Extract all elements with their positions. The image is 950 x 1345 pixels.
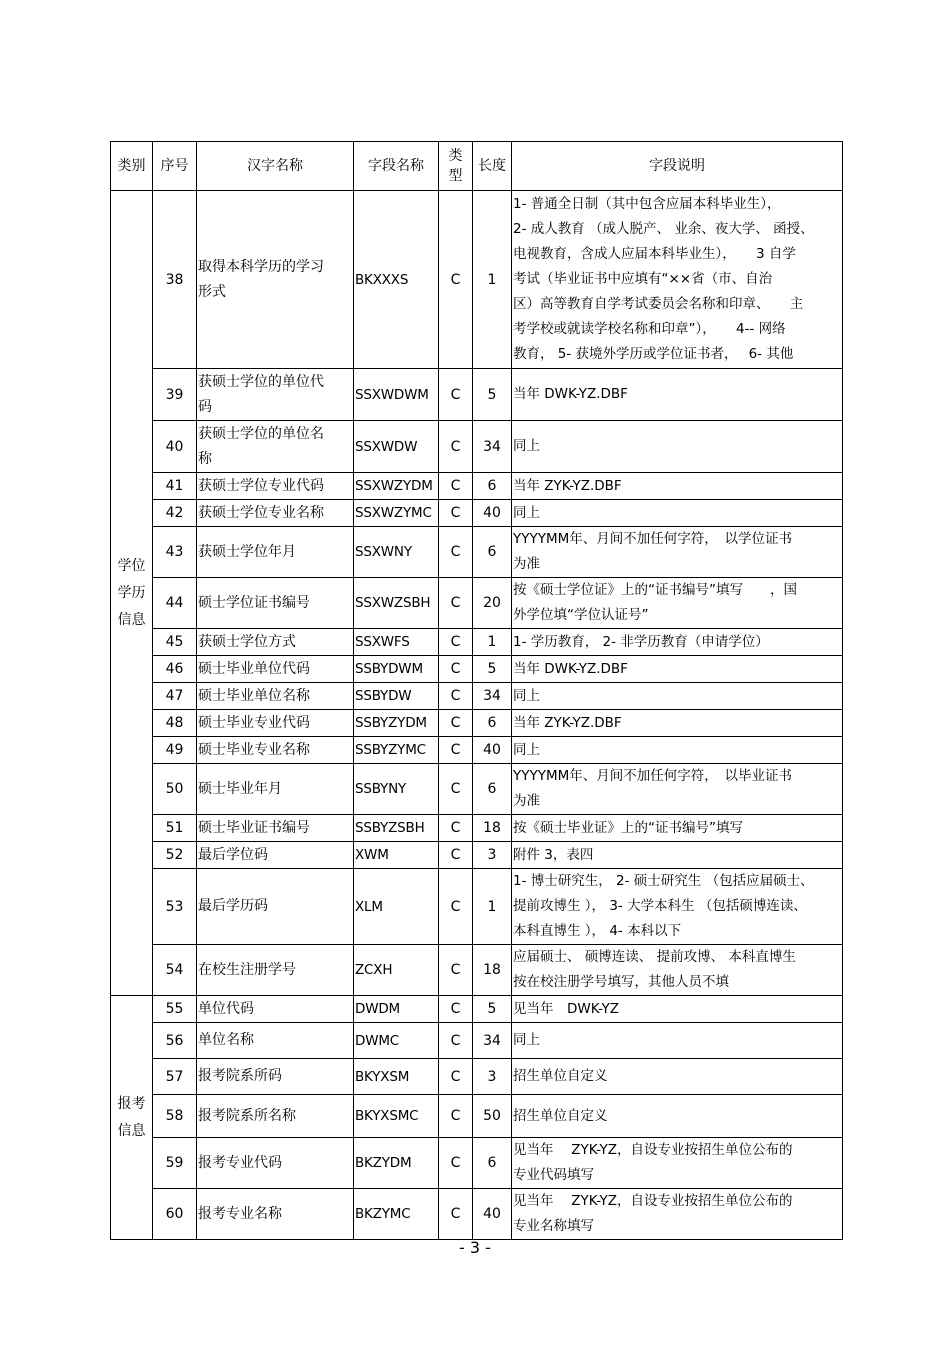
field-name-cell: XWM (354, 842, 439, 869)
type-cell: C (439, 815, 473, 842)
field-name-cell: SSXWDW (354, 421, 439, 473)
length-cell: 5 (473, 369, 512, 421)
description-cell: 附件 3，表四 (512, 842, 843, 869)
field-name-cell: SSBYDWM (354, 656, 439, 683)
cn-name-cell: 硕士毕业证书编号 (197, 815, 354, 842)
field-name-cell: SSXWZYMC (354, 500, 439, 527)
length-cell: 1 (473, 629, 512, 656)
type-cell: C (439, 578, 473, 629)
type-cell: C (439, 1189, 473, 1240)
table-row (111, 764, 843, 815)
table-row (111, 421, 843, 473)
cn-name-cell: 获硕士学位专业名称 (197, 500, 354, 527)
field-name-cell: SSBYNY (354, 764, 439, 815)
description-cell: 同上 (512, 1023, 843, 1059)
header-description: 字段说明 (512, 142, 843, 191)
length-cell: 34 (473, 1023, 512, 1059)
cn-name-cell: 获硕士学位年月 (197, 527, 354, 578)
description-cell: 1- 学历教育， 2- 非学历教育（申请学位） (512, 629, 843, 656)
seq-cell: 56 (153, 1023, 197, 1059)
table-row (111, 629, 843, 656)
page-number: - 3 - (459, 1238, 491, 1257)
field-name-cell: BKXXXS (354, 191, 439, 369)
table-row (111, 1138, 843, 1189)
description-cell: 招生单位自定义 (512, 1095, 843, 1138)
seq-cell: 47 (153, 683, 197, 710)
description-cell: 按《硕士毕业证》上的“证书编号”填写 (512, 815, 843, 842)
field-name-cell: SSXWZYDM (354, 473, 439, 500)
cn-name-cell: 报考专业名称 (197, 1189, 354, 1240)
table-row (111, 842, 843, 869)
type-cell: C (439, 996, 473, 1023)
seq-cell: 53 (153, 869, 197, 945)
cn-name-cell: 报考专业代码 (197, 1138, 354, 1189)
description-cell: 按《硕士学位证》上的“证书编号”填写 ，国 外学位填“学位认证号” (512, 578, 843, 629)
seq-cell: 60 (153, 1189, 197, 1240)
description-cell: 见当年 DWK-YZ (512, 996, 843, 1023)
description-cell: YYYYMM年、月间不加任何字符， 以学位证书 为准 (512, 527, 843, 578)
table-row (111, 473, 843, 500)
type-cell: C (439, 842, 473, 869)
length-cell: 6 (473, 473, 512, 500)
cn-name-cell: 硕士毕业专业代码 (197, 710, 354, 737)
cn-name-cell: 最后学位码 (197, 842, 354, 869)
header-row (111, 142, 843, 191)
seq-cell: 43 (153, 527, 197, 578)
description-cell: 当年 ZYK-YZ.DBF (512, 710, 843, 737)
table-row (111, 656, 843, 683)
description-cell: 当年 ZYK-YZ.DBF (512, 473, 843, 500)
header-field-name: 字段名称 (354, 142, 439, 191)
description-cell: 见当年 ZYK-YZ，自设专业按招生单位公布的 专业代码填写 (512, 1138, 843, 1189)
field-name-cell: SSBYZSBH (354, 815, 439, 842)
header-category: 类别 (111, 142, 153, 191)
length-cell: 40 (473, 1189, 512, 1240)
table-row (111, 527, 843, 578)
table-row (111, 815, 843, 842)
length-cell: 5 (473, 996, 512, 1023)
type-cell: C (439, 1059, 473, 1095)
table-row (111, 737, 843, 764)
length-cell: 18 (473, 815, 512, 842)
table-row (111, 1095, 843, 1138)
field-name-cell: SSBYZYMC (354, 737, 439, 764)
header-type: 类 型 (439, 142, 473, 191)
category-cell: 报考 信息 (111, 996, 153, 1240)
cn-name-cell: 报考院系所码 (197, 1059, 354, 1095)
field-name-cell: BKZYDM (354, 1138, 439, 1189)
length-cell: 40 (473, 737, 512, 764)
field-name-cell: SSBYDW (354, 683, 439, 710)
seq-cell: 58 (153, 1095, 197, 1138)
type-cell: C (439, 527, 473, 578)
cn-name-cell: 获硕士学位方式 (197, 629, 354, 656)
seq-cell: 54 (153, 945, 197, 996)
seq-cell: 38 (153, 191, 197, 369)
table-row (111, 996, 843, 1023)
cn-name-cell: 报考院系所名称 (197, 1095, 354, 1138)
seq-cell: 41 (153, 473, 197, 500)
length-cell: 40 (473, 500, 512, 527)
field-name-cell: SSXWNY (354, 527, 439, 578)
length-cell: 20 (473, 578, 512, 629)
cn-name-cell: 取得本科学历的学习 形式 (197, 191, 354, 369)
field-spec-table (110, 141, 843, 1240)
type-cell: C (439, 473, 473, 500)
cn-name-cell: 获硕士学位专业代码 (197, 473, 354, 500)
cn-name-cell: 硕士学位证书编号 (197, 578, 354, 629)
type-cell: C (439, 1023, 473, 1059)
seq-cell: 45 (153, 629, 197, 656)
seq-cell: 42 (153, 500, 197, 527)
cn-name-cell: 单位代码 (197, 996, 354, 1023)
type-cell: C (439, 1095, 473, 1138)
cn-name-cell: 单位名称 (197, 1023, 354, 1059)
type-cell: C (439, 764, 473, 815)
length-cell: 6 (473, 527, 512, 578)
field-name-cell: DWMC (354, 1023, 439, 1059)
seq-cell: 48 (153, 710, 197, 737)
description-cell: 当年 DWK-YZ.DBF (512, 656, 843, 683)
table-row (111, 1059, 843, 1095)
length-cell: 3 (473, 842, 512, 869)
seq-cell: 51 (153, 815, 197, 842)
description-cell: 当年 DWK-YZ.DBF (512, 369, 843, 421)
field-name-cell: BKYXSM (354, 1059, 439, 1095)
type-cell: C (439, 191, 473, 369)
cn-name-cell: 硕士毕业单位名称 (197, 683, 354, 710)
field-name-cell: SSXWDWM (354, 369, 439, 421)
field-name-cell: SSXWZSBH (354, 578, 439, 629)
description-cell: 同上 (512, 421, 843, 473)
length-cell: 6 (473, 710, 512, 737)
header-seq: 序号 (153, 142, 197, 191)
description-cell: 见当年 ZYK-YZ，自设专业按招生单位公布的 专业名称填写 (512, 1189, 843, 1240)
table-row (111, 578, 843, 629)
cn-name-cell: 硕士毕业年月 (197, 764, 354, 815)
description-cell: 1- 博士研究生， 2- 硕士研究生 （包括应届硕士、 提前攻博生 ）， 3- 大学本科生 （包括硕博连读、 本科直博生 ）， 4- 本科以下 (512, 869, 843, 945)
type-cell: C (439, 683, 473, 710)
table-row (111, 369, 843, 421)
description-cell: 1- 普通全日制（其中包含应届本科毕业生）， 2- 成人教育 （成人脱产、 业余、夜大学、 函授、 电视教育，含成人应届本科毕业生）， 3 自学 考试（毕业证书中应填有“××省（市、自治 区）高等教育自学考试委员会名称和印章、 主 考学校或就读学校名称和印章”）， 4-- 网络 教育， 5- 获境外学历或学位证书者， 6- 其他 (512, 191, 843, 369)
type-cell: C (439, 945, 473, 996)
cn-name-cell: 最后学历码 (197, 869, 354, 945)
type-cell: C (439, 629, 473, 656)
length-cell: 34 (473, 683, 512, 710)
length-cell: 6 (473, 1138, 512, 1189)
length-cell: 34 (473, 421, 512, 473)
table-row (111, 1189, 843, 1240)
type-cell: C (439, 869, 473, 945)
header-cn-name: 汉字名称 (197, 142, 354, 191)
length-cell: 1 (473, 191, 512, 369)
description-cell: YYYYMM年、月间不加任何字符， 以毕业证书 为准 (512, 764, 843, 815)
type-cell: C (439, 369, 473, 421)
table-row (111, 683, 843, 710)
length-cell: 6 (473, 764, 512, 815)
table-row (111, 710, 843, 737)
cn-name-cell: 硕士毕业单位代码 (197, 656, 354, 683)
length-cell: 50 (473, 1095, 512, 1138)
table-row (111, 500, 843, 527)
length-cell: 1 (473, 869, 512, 945)
cn-name-cell: 在校生注册学号 (197, 945, 354, 996)
field-name-cell: DWDM (354, 996, 439, 1023)
seq-cell: 57 (153, 1059, 197, 1095)
seq-cell: 46 (153, 656, 197, 683)
seq-cell: 40 (153, 421, 197, 473)
table-row (111, 191, 843, 369)
table-row (111, 945, 843, 996)
type-cell: C (439, 421, 473, 473)
description-cell: 同上 (512, 737, 843, 764)
seq-cell: 52 (153, 842, 197, 869)
type-cell: C (439, 737, 473, 764)
seq-cell: 44 (153, 578, 197, 629)
description-cell: 招生单位自定义 (512, 1059, 843, 1095)
table-row (111, 869, 843, 945)
table-row (111, 1023, 843, 1059)
length-cell: 18 (473, 945, 512, 996)
seq-cell: 50 (153, 764, 197, 815)
seq-cell: 55 (153, 996, 197, 1023)
type-cell: C (439, 1138, 473, 1189)
cn-name-cell: 获硕士学位的单位代 码 (197, 369, 354, 421)
cn-name-cell: 硕士毕业专业名称 (197, 737, 354, 764)
description-cell: 同上 (512, 683, 843, 710)
field-name-cell: SSBYZYDM (354, 710, 439, 737)
field-name-cell: ZCXH (354, 945, 439, 996)
field-name-cell: SSXWFS (354, 629, 439, 656)
field-name-cell: XLM (354, 869, 439, 945)
length-cell: 5 (473, 656, 512, 683)
category-cell: 学位 学历 信息 (111, 191, 153, 996)
description-cell: 应届硕士、 硕博连读、 提前攻博、 本科直博生 按在校注册学号填写，其他人员不填 (512, 945, 843, 996)
description-cell: 同上 (512, 500, 843, 527)
type-cell: C (439, 500, 473, 527)
header-length: 长度 (473, 142, 512, 191)
seq-cell: 59 (153, 1138, 197, 1189)
type-cell: C (439, 656, 473, 683)
cn-name-cell: 获硕士学位的单位名 称 (197, 421, 354, 473)
length-cell: 3 (473, 1059, 512, 1095)
field-name-cell: BKZYMC (354, 1189, 439, 1240)
seq-cell: 49 (153, 737, 197, 764)
type-cell: C (439, 710, 473, 737)
field-name-cell: BKYXSMC (354, 1095, 439, 1138)
seq-cell: 39 (153, 369, 197, 421)
